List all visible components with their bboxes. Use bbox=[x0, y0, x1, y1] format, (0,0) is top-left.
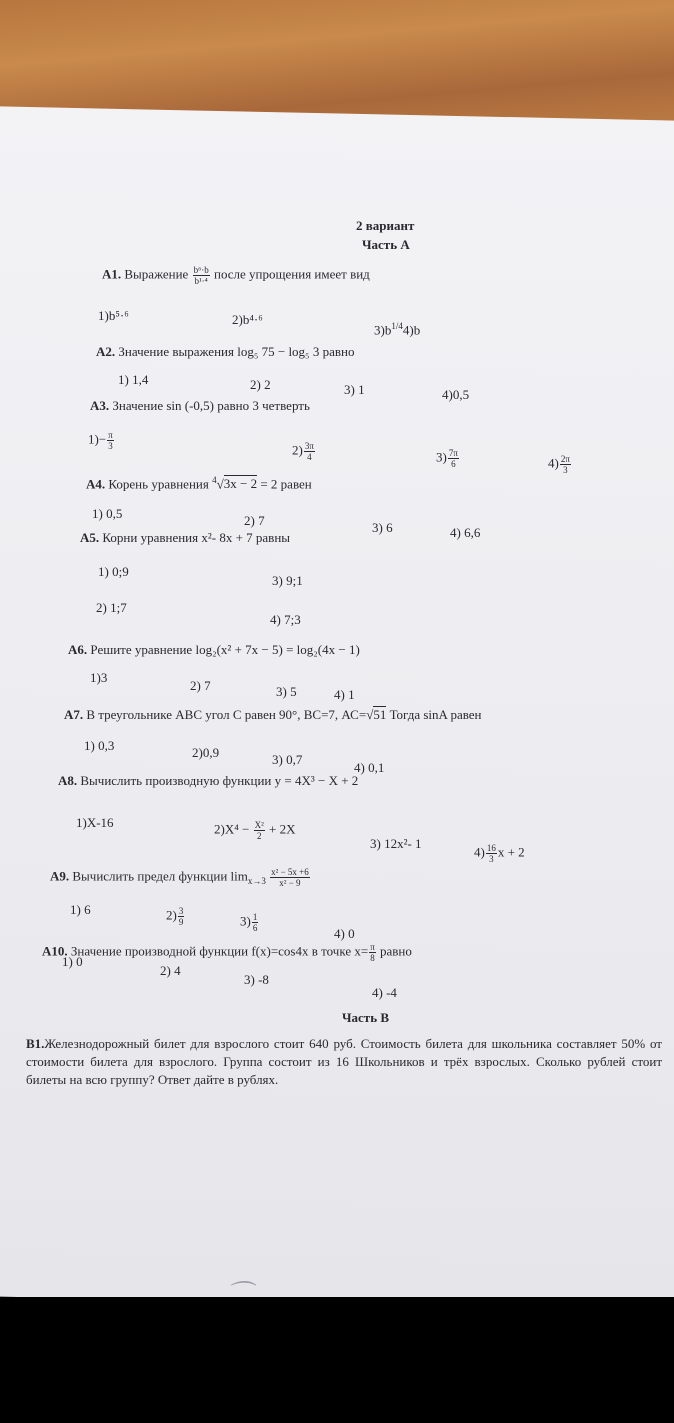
answer-option: 2)X⁴ − $\frac{\text{X²}}{2}$ + 2X bbox=[214, 820, 296, 841]
radicand: 51 bbox=[373, 707, 387, 722]
question-a9: А9. Вычислить предел функции $\lim_{x\to 3}$ $\frac{\text{x² − 5x +6}}{\text{x² − 9}}$ bbox=[50, 867, 309, 888]
answer-option: 2) 2 bbox=[250, 377, 271, 392]
answer-option: 1) 0,5 bbox=[92, 506, 123, 521]
fraction: $\frac{\text{b⁶·b}}{\text{b¹·⁴}}$ bbox=[193, 265, 209, 286]
question-text: Вычислить предел функции lim bbox=[72, 868, 248, 884]
question-a2 bbox=[96, 344, 354, 360]
question-label: А7. bbox=[64, 707, 84, 722]
answer-option: 2) 7 bbox=[190, 678, 211, 693]
answer-option: 1) 0;9 bbox=[98, 564, 129, 579]
answer-option: 4) -4 bbox=[372, 985, 397, 1000]
question-label: В1. bbox=[26, 1036, 45, 1051]
answer-option: 2)0,9 bbox=[192, 745, 220, 760]
question-label: А5. bbox=[80, 530, 100, 545]
answer-option: 2) 1;7 bbox=[96, 600, 127, 615]
answer-option: 4) 7;3 bbox=[270, 612, 301, 627]
question-a8 bbox=[58, 773, 358, 789]
question-a10 bbox=[42, 942, 412, 963]
answer-option: 3) $\frac{7\pi}{6}$ bbox=[436, 448, 458, 469]
question-b1 bbox=[26, 1035, 662, 1089]
answer-option: 3) 5 bbox=[276, 684, 297, 699]
answer-option: 1) 0,3 bbox=[84, 738, 115, 753]
bottom-black-bar bbox=[0, 1297, 674, 1423]
question-label: А2. bbox=[96, 344, 116, 359]
answer-option: 1)b⁵·⁶ bbox=[98, 308, 129, 323]
answer-option: 3) -8 bbox=[244, 972, 269, 987]
question-label: А8. bbox=[58, 773, 78, 788]
answer-option: 2) 4 bbox=[160, 963, 181, 978]
question-text: Тогда sinA равен bbox=[386, 707, 482, 722]
question-text: Корень уравнения bbox=[108, 476, 209, 492]
handwritten-mark: ⌒ bbox=[226, 1280, 253, 1309]
question-text: Значение sin (-0,5) равно 3 четверть bbox=[112, 398, 310, 413]
answer-option: 2) 7 bbox=[244, 513, 265, 528]
answer-option: 2)b⁴·⁶ bbox=[232, 312, 263, 327]
answer-option: 4) 0,1 bbox=[354, 760, 385, 775]
question-label: А4. bbox=[86, 476, 106, 492]
radicand: 3x − 2 bbox=[223, 476, 258, 492]
question-text: после упрощения имеет вид bbox=[213, 266, 370, 282]
answer-option: 4) $\frac{2\pi}{3}$ bbox=[548, 454, 570, 475]
question-text: Железнодорожный билет для взрослого стоит 640 руб. Стоимость билета для школьника составляет 50% от стоимости билета для взрослого. Группа состоит из 16 Школьников и трёх взрослых. Сколько рублей стоит билеты на всю группу? Ответ дайте в рублях. bbox=[26, 1036, 662, 1087]
question-a4: А4. Корень уравнения $^4$√3x − 2 = 2 равен bbox=[86, 475, 312, 492]
question-a3 bbox=[90, 398, 310, 414]
answer-option: 3) $\frac{1}{6}$ bbox=[240, 912, 258, 933]
question-text: В треугольнике АВС угол С равен 90°, ВС=7, АС= bbox=[86, 707, 367, 722]
answer-option: 3) 6 bbox=[372, 520, 393, 535]
question-text: Значение производной функции f(x)=cos4x в точке x= bbox=[70, 943, 369, 959]
question-text: = 2 равен bbox=[260, 476, 312, 492]
question-text: равно bbox=[376, 943, 412, 959]
question-label: А6. bbox=[68, 642, 88, 657]
question-label: А1. bbox=[102, 266, 122, 282]
answer-option: 4) 6,6 bbox=[450, 525, 481, 540]
answer-option: 2) $\frac{3\pi}{4}$ bbox=[292, 441, 314, 462]
answer-option: 1) 6 bbox=[70, 902, 91, 917]
question-a1 bbox=[102, 265, 370, 286]
answer-option: 3) 1 bbox=[344, 382, 365, 397]
question-text: Значение выражения log₅ 75 − log₅ 3 равно bbox=[118, 344, 355, 359]
variant-title: 2 вариант bbox=[356, 218, 415, 233]
question-text: Вычислить производную функции y = 4X³ − X + 2 bbox=[80, 773, 359, 788]
answer-option: 1)3 bbox=[90, 670, 108, 685]
answer-option: 4) 1 bbox=[334, 687, 355, 702]
answer-option: 1)X-16 bbox=[76, 815, 114, 830]
question-label: А9. bbox=[50, 868, 70, 884]
question-a5 bbox=[80, 530, 290, 546]
answer-option: 3) 12x²- 1 bbox=[370, 836, 422, 851]
question-text: Выражение bbox=[124, 266, 189, 282]
question-label: А3. bbox=[90, 398, 110, 413]
answer-option: 3) 9;1 bbox=[272, 573, 303, 588]
answer-option: 2) $\frac{3}{9}$ bbox=[166, 906, 184, 927]
answer-option: 1) 0 bbox=[62, 954, 83, 969]
part-b-title: Часть В bbox=[342, 1010, 389, 1025]
question-a6 bbox=[68, 642, 360, 658]
question-text: Решите уравнение log₂(x² + 7x − 5) = log₂(4x − 1) bbox=[90, 642, 360, 657]
answer-option: 4)0,5 bbox=[442, 387, 470, 402]
answer-option: 4) 0 bbox=[334, 926, 355, 941]
part-a-title: Часть А bbox=[362, 237, 410, 252]
fraction: $\frac{\text{x² − 5x +6}}{\text{x² − 9}}$ bbox=[271, 867, 309, 888]
answer-option: 3) 0,7 bbox=[272, 752, 303, 767]
answer-option: 4) $\frac{16}{3}$ x + 2 bbox=[474, 843, 525, 864]
answer-option: $3)b^{1/4}4)b$ bbox=[374, 321, 421, 338]
question-text: Корни уравнения x²- 8x + 7 равны bbox=[102, 530, 291, 545]
question-a7: А7. В треугольнике АВС угол С равен 90°, ВС=7, АС=√51 Тогда sinA равен bbox=[64, 707, 482, 722]
fraction: $\frac{\pi}{8}$ bbox=[370, 942, 375, 963]
answer-option: 1)− $\frac{\pi}{3}$ bbox=[88, 430, 113, 451]
question-label: А10. bbox=[42, 943, 68, 959]
answer-option: 1) 1,4 bbox=[118, 372, 149, 387]
